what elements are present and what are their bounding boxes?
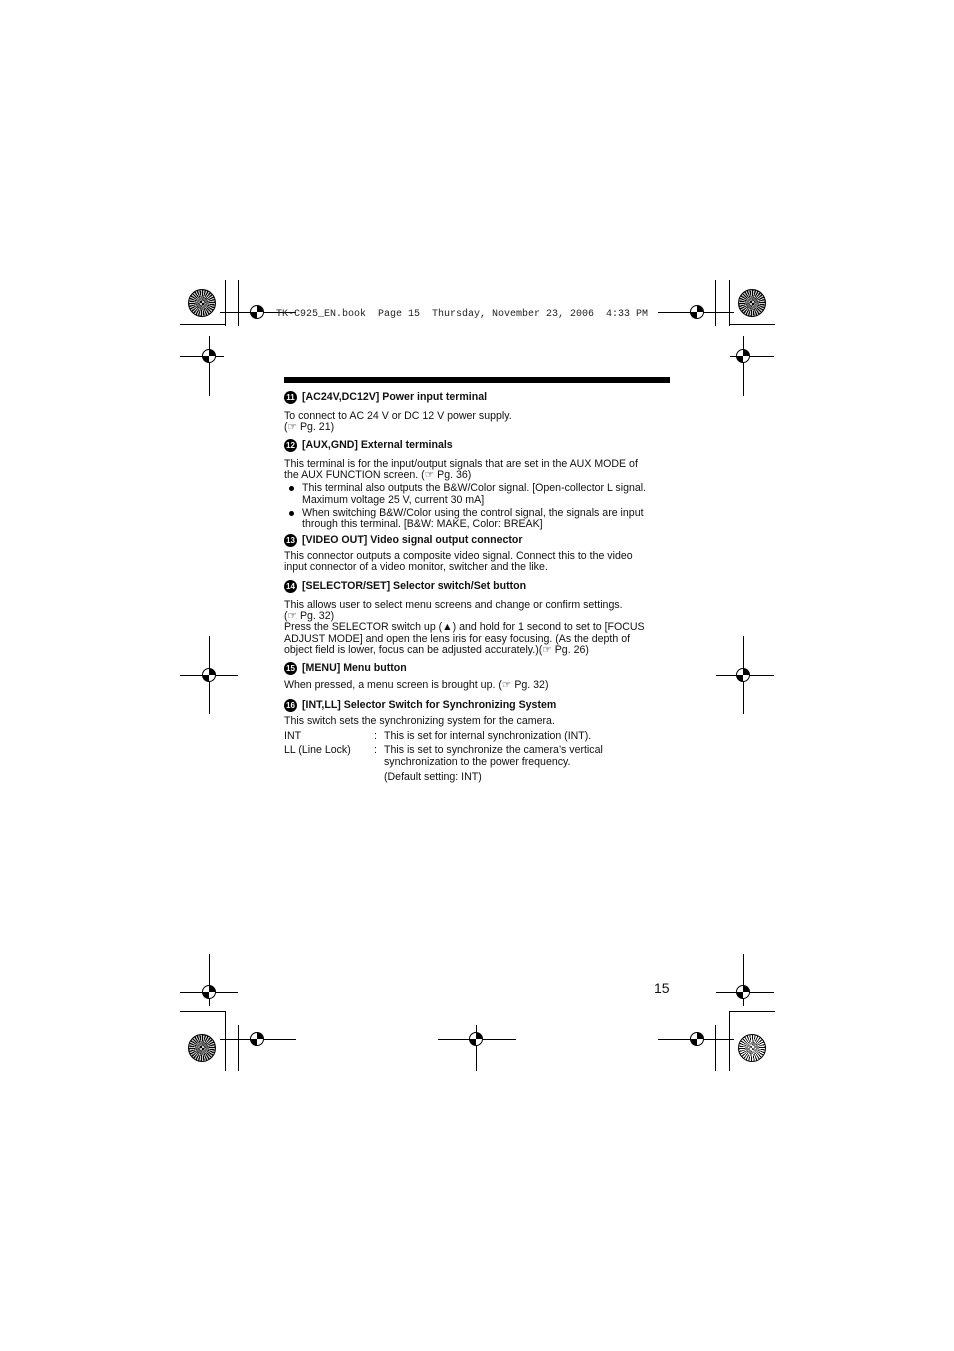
number-badge: 15 xyxy=(284,662,297,675)
default-note: (Default setting: INT) xyxy=(384,770,482,783)
body-line: the AUX FUNCTION screen. (☞ Pg. 36) xyxy=(284,469,472,482)
crop-line xyxy=(180,324,226,325)
number-badge: 13 xyxy=(284,534,297,547)
crosshair-icon xyxy=(202,668,216,682)
section-heading xyxy=(284,699,674,712)
section-title: [MENU] Menu button xyxy=(302,661,407,674)
definition-text: This is set to synchronize the camera’s vertical xyxy=(384,744,603,757)
section-title: [AUX,GND] External terminals xyxy=(302,438,453,451)
section-heading xyxy=(284,391,674,404)
section-12 xyxy=(284,439,674,530)
crop-line xyxy=(238,1025,239,1071)
section-title: [SELECTOR/SET] Selector switch/Set button xyxy=(302,579,527,592)
file-header-line: TK-C925_EN.book Page 15 Thursday, November 23, 2006 4:33 PM xyxy=(276,309,649,320)
crop-line xyxy=(729,1011,730,1071)
definition-text: synchronization to the power frequency. xyxy=(384,755,571,768)
crosshair-icon xyxy=(250,305,264,319)
crosshair-icon xyxy=(250,1032,264,1046)
body-line: This allows user to select menu screens and change or confirm settings. xyxy=(284,599,623,611)
crop-line xyxy=(225,1011,226,1071)
body-line: (☞ Pg. 32) xyxy=(284,610,335,623)
definition-term: INT xyxy=(284,730,302,743)
body-line: When pressed, a menu screen is brought up. (☞ Pg. 32) xyxy=(284,679,549,691)
section-title: [AC24V,DC12V] Power input terminal xyxy=(302,390,488,403)
section-heading xyxy=(284,580,674,593)
body-line: To connect to AC 24 V or DC 12 V power supply. xyxy=(284,410,512,422)
crop-line xyxy=(209,336,210,396)
bullet-line: When switching B&W/Color using the control signal, the signals are input xyxy=(302,506,644,519)
definition-separator: : xyxy=(374,744,377,757)
registration-disc-icon xyxy=(188,1034,216,1062)
body-line: This connector outputs a composite video signal. Connect this to the video xyxy=(284,550,633,562)
number-badge: 12 xyxy=(284,439,297,452)
body-line: input connector of a video monitor, switcher and the like. xyxy=(284,561,548,574)
definition-term: LL (Line Lock) xyxy=(284,744,351,757)
section-15 xyxy=(284,662,674,691)
crosshair-icon xyxy=(736,349,750,363)
bullet-line: Maximum voltage 25 V, current 30 mA] xyxy=(302,493,485,506)
body-line: This terminal is for the input/output signals that are set in the AUX MODE of xyxy=(284,458,638,470)
body-line: (☞ Pg. 21) xyxy=(284,421,335,434)
crop-line xyxy=(225,280,226,326)
definition-row xyxy=(284,731,674,742)
body-line: ADJUST MODE] and open the lens iris for easy focusing. (As the depth of xyxy=(284,632,631,645)
number-badge: 11 xyxy=(284,391,297,404)
section-16 xyxy=(284,699,674,783)
definition-separator: : xyxy=(374,730,377,743)
section-heading xyxy=(284,439,674,452)
crop-line xyxy=(729,280,730,326)
section-title: [INT,LL] Selector Switch for Synchronizing System xyxy=(302,698,557,711)
crop-line xyxy=(729,324,775,325)
crosshair-icon xyxy=(690,305,704,319)
bullet-line: through this terminal. [B&W: MAKE, Color: BREAK] xyxy=(302,518,543,531)
crop-line xyxy=(729,1011,775,1012)
number-badge: 14 xyxy=(284,580,297,593)
crosshair-icon xyxy=(736,668,750,682)
bullet-item xyxy=(284,508,674,530)
crosshair-icon xyxy=(690,1032,704,1046)
body-line: object field is lower, focus can be adjusted accurately.)(☞ Pg. 26) xyxy=(284,643,589,656)
section-11 xyxy=(284,391,674,433)
page-number: 15 xyxy=(654,980,670,996)
section-title: [VIDEO OUT] Video signal output connector xyxy=(302,533,523,546)
registration-disc-icon xyxy=(738,1034,766,1062)
crop-line xyxy=(715,1025,716,1071)
crosshair-icon xyxy=(202,349,216,363)
section-13 xyxy=(284,534,674,573)
definition-row xyxy=(284,745,674,767)
section-heading xyxy=(284,662,674,675)
crop-line xyxy=(715,280,716,326)
crosshair-icon xyxy=(469,1032,483,1046)
body-line: This switch sets the synchronizing system for the camera. xyxy=(284,715,555,727)
section-rule xyxy=(284,377,670,383)
section-14 xyxy=(284,580,674,656)
crosshair-icon xyxy=(736,985,750,999)
registration-disc-icon xyxy=(188,289,216,317)
crop-line xyxy=(238,280,239,326)
crop-line xyxy=(180,1011,226,1012)
registration-disc-icon xyxy=(738,289,766,317)
bullet-line: This terminal also outputs the B&W/Color signal. [Open-collector L signal. xyxy=(302,482,647,495)
number-badge: 16 xyxy=(284,699,297,712)
bullet-item xyxy=(284,483,674,505)
section-heading xyxy=(284,534,674,547)
crosshair-icon xyxy=(202,985,216,999)
crop-line xyxy=(743,336,744,396)
definition-text: This is set for internal synchronization (INT). xyxy=(384,730,592,743)
body-line: Press the SELECTOR switch up (▲) and hold for 1 second to set to [FOCUS xyxy=(284,621,645,634)
